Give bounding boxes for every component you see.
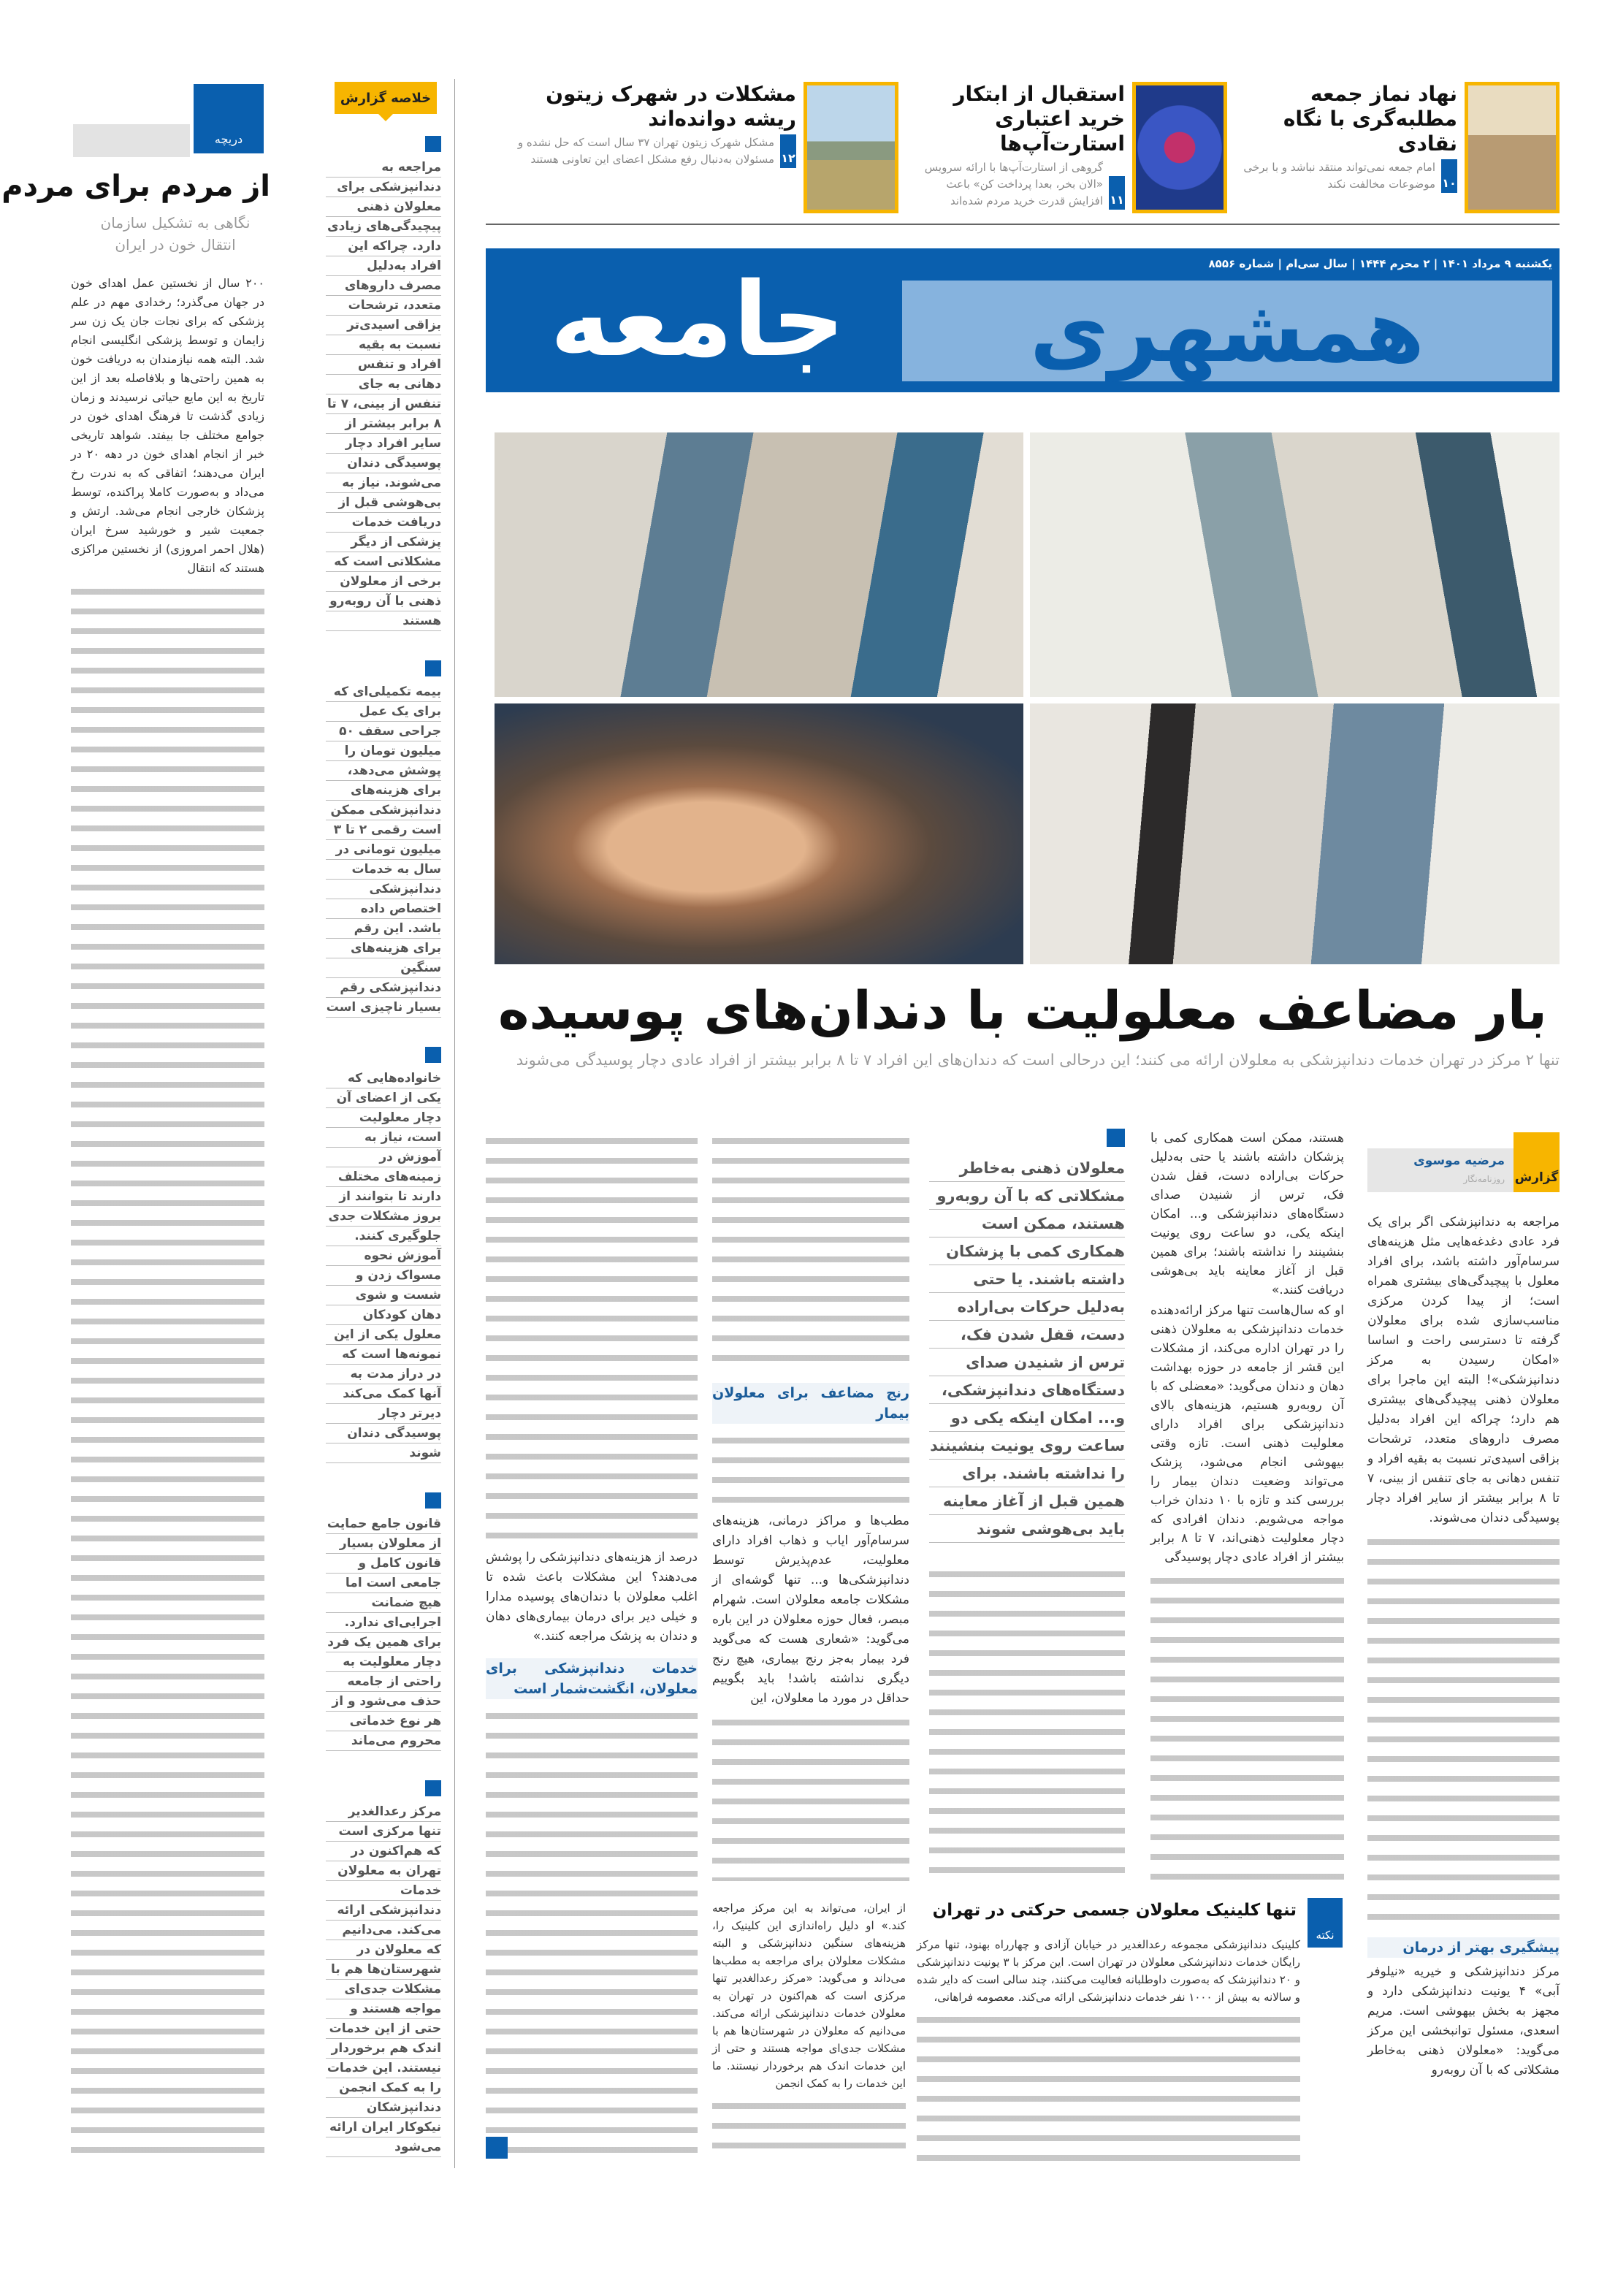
teaser-item[interactable] xyxy=(906,82,1227,213)
summary-block xyxy=(321,1492,441,1751)
masthead-name-block xyxy=(902,281,1552,381)
teaser-title: نهاد نماز جمعه مطلبه‌گری با نگاه نقادی xyxy=(1283,82,1457,156)
summary-label xyxy=(335,82,437,114)
bullet-square-icon xyxy=(425,1492,441,1509)
photo-dental-clinic-room xyxy=(1030,432,1560,697)
teaser-desc-row xyxy=(497,134,796,168)
body-text: درصد از هزینه‌های دندانپزشکی را پوشش می‌دهند؟ این مشکلات باعث شده تا اغلب معلولان با دندان‌های پوسیده مدارا و خیلی دیر برای درمان بیماری‌های دهان و دندان به پزشک مراجعه کنند.» xyxy=(486,1550,698,1644)
photo-patient-under-anesthesia xyxy=(495,703,1023,964)
text-lines xyxy=(712,2097,906,2162)
pullquote-text: معلولان ذهنی به‌خاطر مشکلاتی که با آن روبه‌رو هستند، ممکن است همکاری کمی با پزشکان داشته باشند. یا حتی به‌دلیل حرکات بی‌اراده دست، قفل شدن فک، ترس از شنیدن صدای دستگاه‌های دندانپزشکی، و... امکان اینکه یکی دو ساعت روی یونیت بنشینند را نداشته باشند. برای همین قبل از آغاز معاینه باید بی‌هوشی شوند xyxy=(930,1159,1125,1538)
teaser-photo-mosque xyxy=(1465,82,1560,213)
masthead-section: جامعه xyxy=(549,261,846,380)
summary-item: مراجعه به دندانپزشکی برای معلولان ذهنی پیچیدگی‌های زیادی دارد. چراکه این افراد به‌دلیل مصرف داروهای متعدد، ترشحات بزاقی اسیدی‌تر نسبت به بقیه افراد و تنفس دهانی به جای تنفس از بینی، ۷ تا ۸ برابر بیشتر از سایر افراد دچار پوسیدگی دندان می‌شوند. نیاز به بی‌هوشی قبل از دریافت خدمات پزشکی از دیگر مشکلاتی است که برخی از معلولان ذهنی با آن روبه‌رو هستند xyxy=(326,158,441,631)
summary-label-pointer xyxy=(378,114,393,129)
body-text: مطب‌ها و مراکز درمانی، هزینه‌های سرسام‌آور ایاب و ذهاب افراد دارای معلولیت، عدم‌پذیرش توسط دندانپزشکی‌ها و... تنها گوشه‌ای از مشکلات جامعه معلولان است. شهرام مبصر، فعال حوزه معلولان در این باره می‌گوید: «شعاری هست که می‌گوید فرد بیمار به‌جز رنج بیماری، هیچ رنج دیگری نداشته باشد! باید بگوییم حداقل در مورد ما معلولان، این xyxy=(712,1514,909,1706)
summary-item: قانون جامع حمایت از معلولان بسیار قانون کامل و جامعی است اما هیچ ضمانت اجرایی‌ای ندارد. برای همین یک فرد دچار معلولیت به راحتی از جامعه حذف می‌شود و از هر نوع خدماتی محروم می‌ماند xyxy=(326,1514,441,1751)
left-story-subtitle: نگاهی به تشکیل سازمان انتقال خون در ایران xyxy=(100,214,251,253)
byline-author: مرضیه موسوی xyxy=(1413,1153,1505,1168)
note-label xyxy=(1308,1898,1343,1948)
spacer xyxy=(1367,2082,1560,2162)
text-lines xyxy=(917,2010,1300,2162)
kicker-label xyxy=(194,84,264,153)
text-lines xyxy=(929,1565,1125,1881)
left-story xyxy=(1,80,307,2162)
byline-label-text: گزارش xyxy=(1514,1170,1559,1185)
teaser-title: مشکلات در شهرک زیتون ریشه دوانده‌اند xyxy=(546,82,796,131)
article-headline: بار مضاعف معلولیت با دندان‌های پوسیده xyxy=(498,980,1547,1041)
article-column-5 xyxy=(486,1129,698,2162)
text-lines xyxy=(1150,1571,1344,1881)
summary-block xyxy=(321,660,441,1018)
summary-list xyxy=(321,136,446,2157)
kicker-text: دریچه xyxy=(214,132,243,146)
teaser-photo-town xyxy=(804,82,898,213)
teaser-desc: امام جمعه نمی‌تواند منتقد نباشد و با برخی موضوعات مخالفت نکند xyxy=(1243,161,1435,191)
teaser-desc-row xyxy=(1238,159,1457,193)
body-text: مراجعه به دندانپزشکی اگر برای یک فرد عادی دغدغه‌هایی مثل هزینه‌های سرسام‌آور داشته باشد، برای افراد معلول با پیچیدگی‌های بیشتری همراه است؛ از پیدا کردن مرکزی مناسب‌سازی شده برای معلولان گرفته تا دسترسی راحت و اساسا «امکان رسیدن به مرکز دندانپزشکی»! البته این ماجرا برای معلولان ذهنی پیچیدگی‌های بیشتری هم دارد؛ چراکه این افراد به‌دلیل مصرف داروهای متعدد، ترشحات بزاقی اسیدی‌تر نسبت به بقیه افراد و تنفس دهانی به جای تنفس از بینی، ۷ تا ۸ برابر بیشتر از سایر افراد دچار پوسیدگی دندان می‌شوند. xyxy=(1367,1215,1560,1525)
kicker-bar xyxy=(73,124,190,157)
subheading: خدمات دندانپزشکی برای معلولان، انگشت‌شمار است xyxy=(486,1658,698,1699)
bullet-square-icon xyxy=(425,660,441,676)
teaser-desc: مشکل شهرک زیتون تهران ۳۷ سال است که حل نشده و مسئولان به‌دنبال رفع مشکل اعضای این تعاونی هستند xyxy=(517,136,774,166)
bullet-square-icon xyxy=(425,1047,441,1063)
teaser-desc: گروهی از استارت‌آپ‌ها با ارائه سرویس «الان بخر، بعدا پرداخت کن» باعث افزایش قدرت خرید مردم شده‌اند xyxy=(924,161,1103,207)
teaser-text xyxy=(497,82,796,168)
article-column-2 xyxy=(1150,1129,1344,1881)
summary-item: بیمه تکمیلی‌ای که برای یک عمل جراحی سقف ۵۰ میلیون تومان را پوشش می‌دهد، برای هزینه‌های دندانپزشکی ممکن است رقمی ۲ تا ۳ میلیون تومانی در سال به خدمات دندانپزشکی اختصاص داده باشد. این رقم برای هزینه‌های سنگین دندانپزشکی رقم بسیار ناچیزی است xyxy=(326,682,441,1018)
byline-role: روزنامه‌نگار xyxy=(1463,1174,1505,1184)
body-text: کلینیک دندانپزشکی مجموعه رعدالغدیر در خیابان آزادی و چهارراه بهنود، تنها مرکز رایگان خدمات دندانپزشکی معلولان در تهران است. این مرکز با ۳ یونیت دندانپزشکی و ۲۰ دندانپزشک که به‌صورت داوطلبانه فعالیت می‌کنند، چند سالی است که دایر شده و سالانه به بیش از ۱۰۰۰ نفر خدمات دندانپزشکی ارائه می‌کند. معصومه فراهانی، xyxy=(917,1938,1300,2004)
photo-dentist-treating-patient xyxy=(495,432,1023,697)
text-lines xyxy=(486,1132,698,1548)
report-summary xyxy=(321,80,446,2162)
article-column-4 xyxy=(712,1129,909,1881)
masthead-name: همشهری xyxy=(1029,281,1425,381)
byline-label xyxy=(1514,1132,1560,1192)
note-column-a xyxy=(917,1936,1300,2162)
body-text: مرکز دندانپزشکی و خیریه «نیلوفر آبی» ۴ یونیت دندانپزشکی دارد و مجهز به بخش بیهوشی است. مریم اسعدی، مسئول توانبخشی این مرکز می‌گوید: «معلولان ذهنی به‌خاطر مشکلاتی که با آن روبه‌رو xyxy=(1367,1964,1560,2078)
teaser-item[interactable] xyxy=(1234,82,1560,213)
subheading: پیشگیری بهتر از درمان xyxy=(1367,1937,1560,1958)
note-label-text: نکته xyxy=(1316,1929,1335,1942)
left-story-body xyxy=(71,274,264,2162)
bullet-square-icon xyxy=(425,136,441,152)
body-text: او که سال‌هاست تنها مرکز ارائه‌دهنده خدمات دندانپزشکی به معلولان ذهنی را در تهران اداره می‌کند، از مشکلات این قشر از جامعه در حوزه بهداشت دهان و دندان می‌گوید: «معضلی که با آن روبه‌رو هستیم، هزینه‌های بالای دندانپزشکی برای افراد دارای معلولیت ذهنی است. تازه وقتی بیهوشی انجام می‌شود، پزشک می‌تواند وضعیت دندان بیمار را بررسی کند و تازه با ۱۰ دندان خراب مواجه می‌شویم. دندان افرادی که دچار معلولیت ذهنی‌اند، ۷ تا ۸ برابر بیشتر از افراد عادی دچار پوسیدگی xyxy=(1150,1303,1345,1565)
summary-block xyxy=(321,1047,441,1463)
body-text: هستند، ممکن است همکاری کمی با پزشکان داشته باشند یا حتی به‌دلیل حرکات بی‌اراده دست، قفل شدن فک، ترس از شنیدن صدای دستگاه‌های دندانپزشکی و... امکان اینکه یکی، دو ساعت روی یونیت بنشینند را نداشته باشند؛ برای همین قبل از آغاز معاینه باید بی‌هوشی دریافت کنند.» xyxy=(1150,1131,1344,1297)
dateline: یکشنبه ۹ مرداد ۱۴۰۱ | ۲ محرم ۱۴۴۴ | سال سی‌ام | شماره ۸۵۵۶ xyxy=(1208,257,1552,270)
summary-block xyxy=(321,136,441,631)
teaser-text xyxy=(909,82,1125,210)
page-number-badge: ۱۱ xyxy=(1109,176,1125,210)
masthead xyxy=(486,248,1560,392)
page-number-badge: ۱۰ xyxy=(1441,159,1457,193)
page-number-badge: ۱۲ xyxy=(780,134,796,168)
article-subtitle: تنها ۲ مرکز در تهران خدمات دندانپزشکی به معلولان ارائه می کنند؛ این درحالی است که دندان‌های این افراد ۷ تا ۸ برابر بیشتر از افراد عادی دچار پوسیدگی می‌شوند xyxy=(516,1051,1560,1069)
article-column-1 xyxy=(1367,1213,1560,2162)
text-lines xyxy=(712,1713,909,1881)
left-story-title: از مردم برای مردم xyxy=(1,169,270,203)
text-lines xyxy=(1367,1533,1560,1927)
subheading: رنج مضاعف برای معلولان بیمار xyxy=(712,1383,909,1424)
end-square-icon xyxy=(486,2137,508,2159)
teaser-item[interactable] xyxy=(493,82,898,213)
bullet-square-icon xyxy=(425,1780,441,1796)
text-lines xyxy=(712,1132,909,1373)
summary-item: مرکز رعدالغدیر تنها مرکزی است که هم‌اکنون در تهران به معلولان خدمات دندانپزشکی ارائه می‌کند. می‌دانیم که معلولان در شهرستان‌ها هم با مشکلات جدی‌ای مواجه هستند و حتی از این خدمات اندک هم برخوردار نیستند. این خدمات را به کمک انجمن دندانپزشکان نیکوکار ایران ارائه می‌شود xyxy=(326,1802,441,2157)
teaser-photo-credit-card xyxy=(1132,82,1227,213)
photo-patient-in-dental-chair xyxy=(1030,703,1560,964)
pullquote-square-icon xyxy=(1107,1129,1125,1147)
pullquote xyxy=(929,1154,1125,1543)
teaser-text xyxy=(1238,82,1457,193)
note-column-b xyxy=(712,1899,906,2162)
teaser-desc-row xyxy=(909,159,1125,210)
header-rule xyxy=(486,224,1560,225)
text-lines xyxy=(712,1431,909,1511)
text-lines xyxy=(486,1706,698,2162)
text-lines xyxy=(71,582,264,2162)
body-text: از ایران، می‌تواند به این مرکز مراجعه کند.» او دلیل راه‌اندازی این کلینیک را، هزینه‌های سنگین دندانپزشکی و البته مشکلات معلولان برای مراجعه به مطب‌ها می‌داند و می‌گوید: «مرکز رعدالغدیر تنها مرکزی است که هم‌اکنون در تهران به معلولان خدمات دندانپزشکی ارائه می‌کند. می‌دانیم که معلولان در شهرستان‌ها هم با مشکلات جدی‌ای مواجه هستند و حتی از این خدمات اندک هم برخوردار نیستند. ما این خدمات را به کمک انجمن xyxy=(712,1902,906,2090)
body-text: ۲۰۰ سال از نخستین عمل اهدای خون در جهان می‌گذرد؛ رخدادی مهم در علم پزشکی که برای نجات جان یک زن سر زایمان و توسط پزشکی انگلیسی انجام شد. البته همه نیازمندان به دریافت خون به همین راحتی‌ها و بلافاصله بعد از این تاریخ به این مایع حیاتی نرسیدند و زمان زیادی گذشت تا فرهنگ اهدای خون در جوامع مختلف جا بیفتد. شواهد تاریخی خبر از انجام اهدای خون در دهه ۲۰ در ایران می‌دهند؛ اتفاقی که به ندرت رخ می‌داد و به‌صورت کاملا پراکنده، توسط پزشکان خارجی انجام می‌شد. ارتش و جمعیت شیر و خورشید سرخ ایران (هلال احمر امروزی) از نخستین مراکزی هستند که انتقال xyxy=(71,276,265,575)
column-divider xyxy=(454,79,455,2168)
summary-item: خانواده‌هایی که یکی از اعضای آن دچار معلولیت است، نیاز به آموزش در زمینه‌های مختلف دارند تا بتوانند از بروز مشکلات جدی جلوگیری کنند. آموزش نحوه مسواک زدن و شست و شوی دهان کودکان معلول یکی از این نمونه‌ها است که در دراز مدت به آنها کمک می‌کند دیرتر دچار پوسیدگی دندان شوند xyxy=(326,1069,441,1463)
article-column-3 xyxy=(929,1154,1125,1881)
summary-block xyxy=(321,1780,441,2157)
summary-label-text: خلاصه گزارش xyxy=(340,90,432,106)
teaser-title: استقبال از ابتکار خرید اعتباری استارت‌آپ‌ها xyxy=(953,82,1125,156)
note-title: تنها کلینیک معلولان جسمی حرکتی در تهران xyxy=(932,1901,1297,1920)
